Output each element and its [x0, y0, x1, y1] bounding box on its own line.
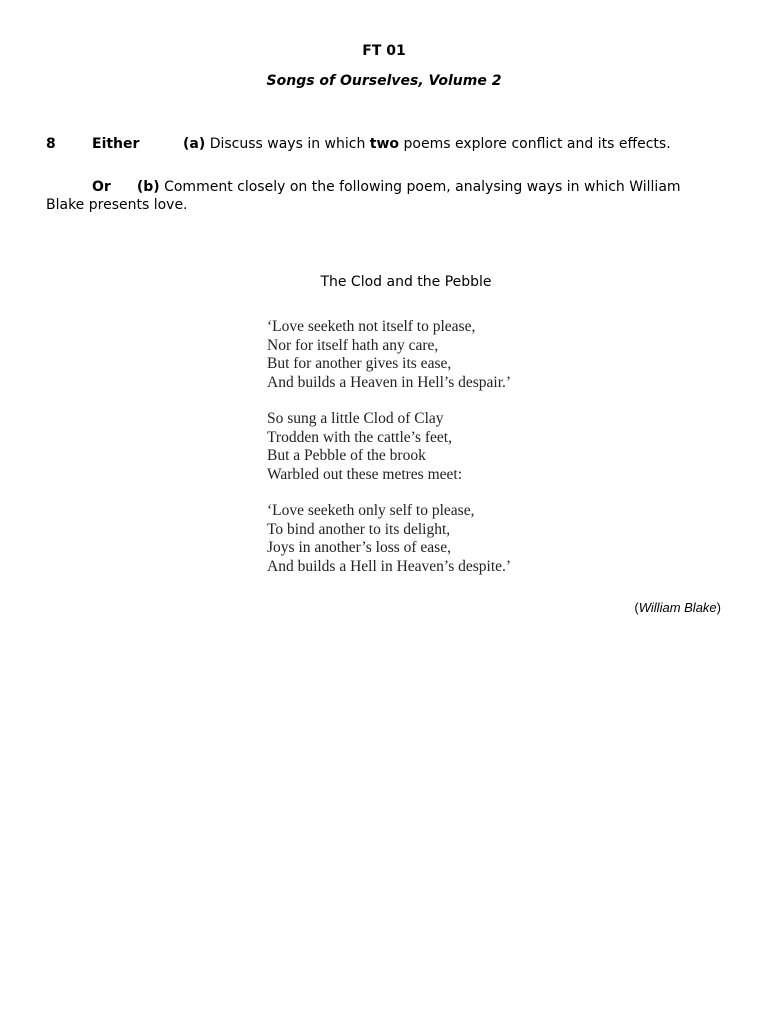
part-a-text: [183, 136, 671, 152]
poem-line: Trodden with the cattle’s feet,: [267, 428, 452, 446]
anthology-title: Songs of Ourselves, Volume 2: [266, 73, 502, 89]
poem-attribution: (William Blake): [634, 600, 721, 615]
poem-line: Warbled out these metres meet:: [267, 465, 463, 483]
poem-stanza-2: [267, 410, 587, 484]
poem-line: To bind another to its delight,: [267, 520, 451, 538]
poem-line: But a Pebble of the brook: [267, 447, 426, 464]
poem-line: ‘Love seeketh only self to please,: [267, 502, 475, 519]
poem-author: William Blake: [638, 600, 717, 615]
poem-line: Nor for itself hath any care,: [267, 336, 439, 354]
poem-line: ‘Love seeketh not itself to please,: [267, 318, 476, 335]
part-a-text-before: Discuss ways in which: [209, 136, 366, 152]
poem-title: The Clod and the Pebble: [320, 274, 492, 290]
question-part-a-line: [0, 136, 768, 156]
part-b-label: (b): [136, 179, 160, 195]
or-label: Or: [92, 179, 111, 195]
poem-line: But for another gives its ease,: [267, 355, 452, 372]
part-a-label: (a): [183, 136, 206, 152]
part-a-emphasis: two: [369, 136, 400, 152]
part-a-text-after: poems explore conflict and its effects.: [403, 136, 671, 152]
either-label: Either: [92, 136, 140, 152]
poem-line: And builds a Heaven in Hell’s despair.’: [267, 373, 512, 391]
poem-body: [267, 318, 587, 594]
poem-line: So sung a little Clod of Clay: [267, 410, 444, 427]
question-number: 8: [46, 136, 56, 152]
poem-stanza-1: [267, 318, 587, 392]
part-b-text: Comment closely on the following poem, analysing ways in which William Blake presents love.: [46, 179, 681, 213]
poem-line: Joys in another’s loss of ease,: [267, 539, 451, 556]
question-part-b: [46, 178, 706, 214]
paper-code: FT 01: [362, 43, 406, 59]
poem-stanza-3: [267, 502, 587, 576]
poem-line: And builds a Hell in Heaven’s despite.’: [267, 557, 512, 575]
